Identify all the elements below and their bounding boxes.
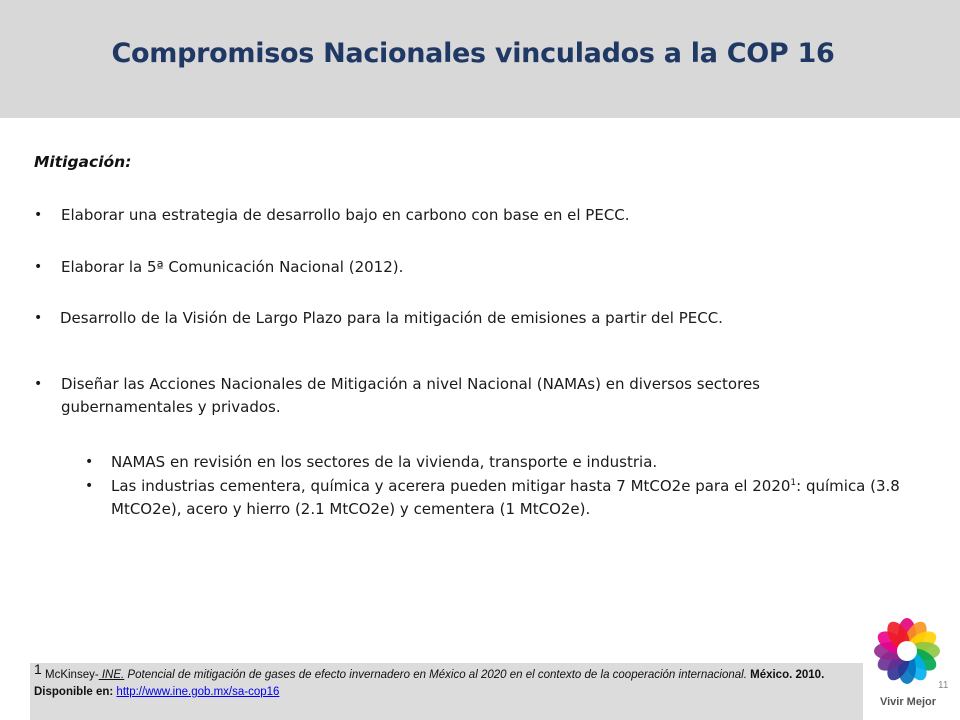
vivir-mejor-logo-icon <box>872 616 942 686</box>
list-item <box>34 256 914 279</box>
section-heading: Mitigación: <box>34 153 132 171</box>
sub-bullet-text <box>111 475 903 521</box>
list-item <box>85 475 903 521</box>
list-item <box>34 204 914 227</box>
bullet-text: Elaborar la 5ª Comunicación Nacional (2012). <box>61 258 404 276</box>
footnote-org: INE. <box>98 669 125 681</box>
bullet-icon: • <box>34 310 43 326</box>
footnote <box>34 661 859 701</box>
sub-bullet-text-end: : química (3.8 MtCO2e), acero y hierro (2.1 MtCO2e) y cementera (1 MtCO2e). <box>111 477 900 518</box>
list-item <box>85 451 905 474</box>
bullet-icon: • <box>34 259 43 275</box>
slide-title: Compromisos Nacionales vinculados a la COP 16 <box>111 38 835 69</box>
bullet-icon: • <box>34 207 43 223</box>
footnote-number: 1 <box>34 661 42 677</box>
footnote-reference: 1 <box>790 478 797 488</box>
bullet-icon: • <box>85 478 94 494</box>
list-item <box>34 307 924 330</box>
footnote-author: McKinsey- <box>41 669 99 681</box>
bullet-text: Desarrollo de la Visión de Largo Plazo para la mitigación de emisiones a partir del PECC. <box>60 309 723 327</box>
bullet-icon: • <box>85 454 94 470</box>
sub-bullet-text: NAMAS en revisión en los sectores de la vivienda, transporte e industria. <box>111 453 658 471</box>
footnote-link[interactable]: http://www.ine.gob.mx/sa-cop16 <box>116 686 280 698</box>
bullet-icon: • <box>34 376 43 392</box>
logo-text: Vivir Mejor <box>879 696 937 708</box>
bullet-text: Diseñar las Acciones Nacionales de Mitigación a nivel Nacional (NAMAs) en diversos sectores gubernamentales y privados. <box>61 375 760 416</box>
footnote-details: México. 2010. Disponible en: <box>34 669 825 698</box>
list-item <box>34 373 874 419</box>
page-number: 11 <box>938 680 949 691</box>
footnote-title: Potencial de mitigación de gases de efecto invernadero en México al 2020 en el contexto de la cooperación internacional. <box>124 669 747 681</box>
bullet-text: Elaborar una estrategia de desarrollo bajo en carbono con base en el PECC. <box>61 206 630 224</box>
sub-bullet-text-start: Las industrias cementera, química y acerera pueden mitigar hasta 7 MtCO2e para el 2020 <box>111 477 791 495</box>
